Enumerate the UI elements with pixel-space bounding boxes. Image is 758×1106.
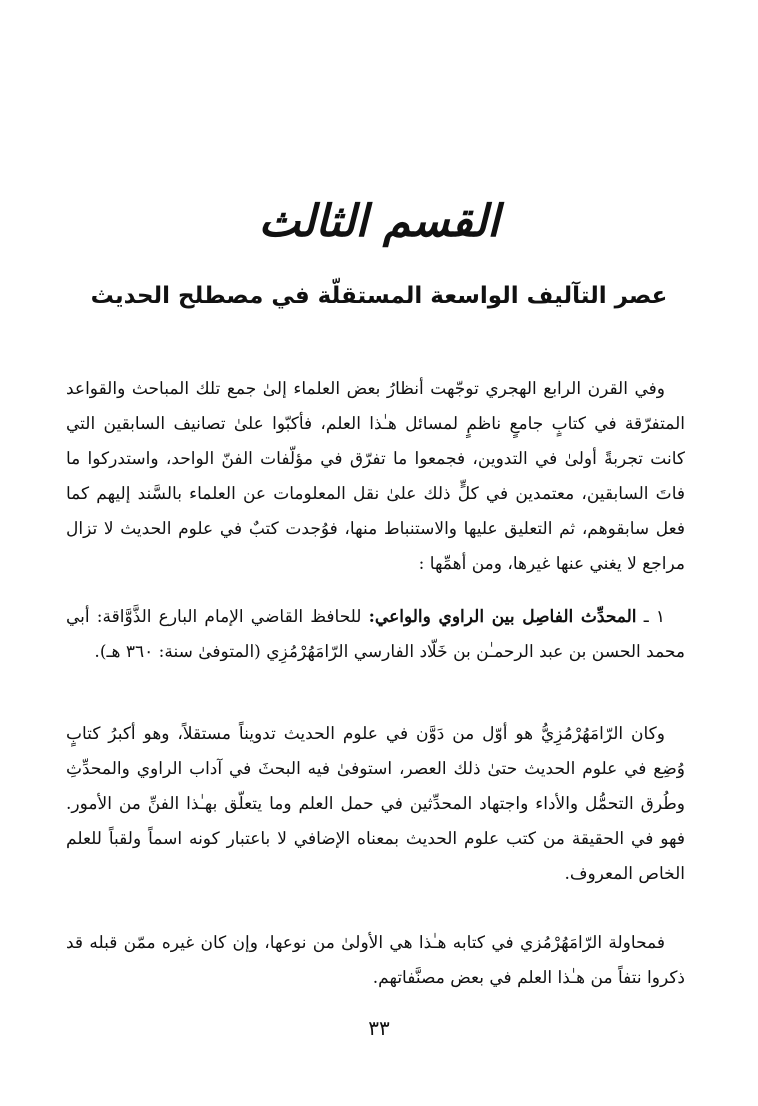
item-number: ١ ـ [643, 607, 665, 627]
list-item-1 [66, 600, 685, 670]
item-title: المحدِّث الفاصِل بين الراوي والواعي: [368, 607, 637, 627]
chapter-subtitle: عصر التآليف الواسعة المستقلّة في مصطلح الحديث [90, 283, 668, 309]
section-title: القسم الثالث [258, 196, 500, 247]
paragraph-ramahurmuzi: وكان الرّامَهُرْمُزِيُّ هو أوّل من دَوَّن في علوم الحديث تدويناً مستقلاً، وهو أكبرُ كتابٍ وُضِع في علوم الحديث حتىٰ ذلك العصر، استوفىٰ فيه البحثَ في آداب الراوي والمحدِّثِ وطُرق التحمُّل والأداء واجتهاد المحدِّثين في حمل العلم وما يتعلّق بهـٰذا الفنِّ من الأمور. فهو في الحقيقة من كتب علوم الحديث بمعناه الإضافي لا باعتبار كونه اسماً ولقباً للعلم الخاص المعروف. [66, 724, 685, 884]
paragraph-conclusion: فمحاولة الرّامَهُرْمُزي في كتابه هـٰذا هي الأولىٰ من نوعها، وإن كان غيره ممّن قبله قد ذكروا نتفاً من هـٰذا العلم في بعض مصنَّفاتهم. [66, 933, 685, 988]
item-description: للحافظ القاضي الإمام البارع الذَّوَّاقة: أبي محمد الحسن بن عبد الرحمـٰن بن خَلّاد الفارسي الرّامَهُرْمُزِي (المتوفىٰ سنة: ٣٦٠ هـ). [66, 607, 685, 662]
page-number: ٣٣ [368, 1016, 390, 1040]
paragraph-intro: وفي القرن الرابع الهجري توجّهت أنظارُ بعض العلماء إلىٰ جمع تلك المباحث والقواعد المتفرّقة في كتابٍ جامعٍ ناظمٍ لمسائل هـٰذا العلم، فأكبّوا علىٰ تصانيف السابقين التي كانت تجربةً أولىٰ في التدوين، فجمعوا ما تفرّق في مؤلّفات الفنّ الواحد، واستدركوا ما فاتَ السابقين، معتمدين في كلٍّ ذلك علىٰ نقل المعلومات عن العلماء بالسَّند إليهم كما فعل سابقوهم، ثم التعليق عليها والاستنباط منها، فوُجدت كتبٌ في علوم الحديث لا تزال مراجع لا يغني عنها غيرها، ومن أهمِّها : [66, 379, 685, 574]
